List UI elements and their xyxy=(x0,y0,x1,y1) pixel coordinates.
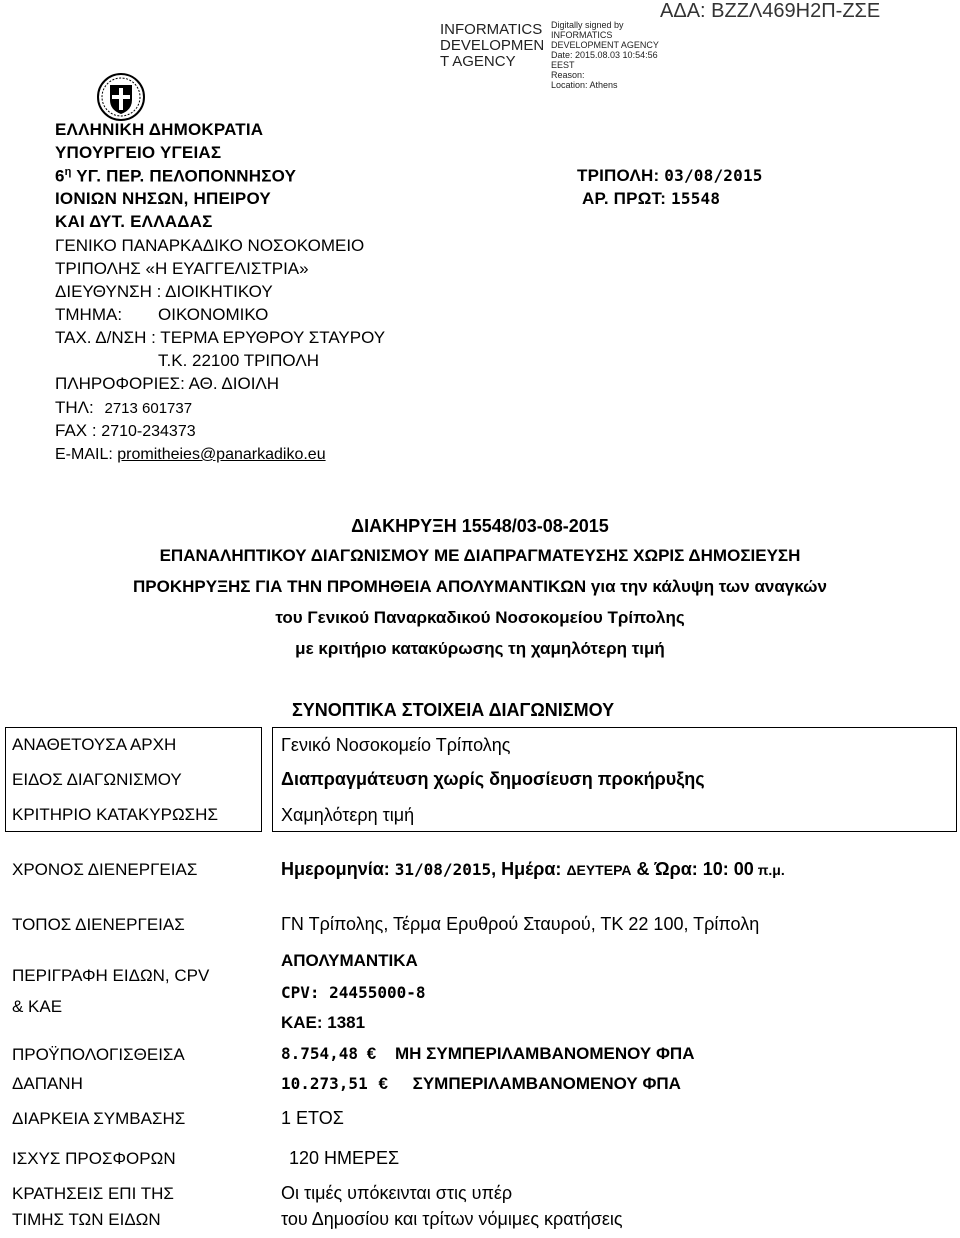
time-date-label: Ημερομηνία: xyxy=(281,859,395,879)
signature-detail: Digitally signed by xyxy=(551,20,624,30)
hospital-name-line2: ΤΡΙΠΟΛΗΣ «Η ΕΥΑΓΓΕΛΙΣΤΡΙΑ» xyxy=(55,259,309,278)
place-date xyxy=(577,166,763,186)
budget-net-text: ΜΗ ΣΥΜΠΕΡΙΛΑΜΒΑΝΟΜΕΝΟΥ ΦΠΑ xyxy=(395,1044,695,1063)
postal-code: Τ.Κ. 22100 ΤΡΙΠΟΛΗ xyxy=(158,351,319,370)
signature-detail: EEST xyxy=(551,60,575,70)
place-date-label: ΤΡΙΠΟΛΗ: xyxy=(577,166,665,185)
ministry-name: ΥΠΟΥΡΓΕΙΟ ΥΓΕΙΑΣ xyxy=(55,143,222,162)
contact-info: ΠΛΗΡΟΦΟΡΙΕΣ: ΑΘ. ΔΙΟΙΛΗ xyxy=(55,374,280,393)
signature-name-line: INFORMATICS xyxy=(440,21,543,38)
protocol-value: 15548 xyxy=(671,189,721,208)
description-label: ΠΕΡΙΓΡΑΦΗ ΕΙΔΩΝ, CPV xyxy=(12,966,210,985)
coat-of-arms-icon xyxy=(96,72,146,122)
email-label: E-MAIL: xyxy=(55,446,118,463)
budget-without-vat xyxy=(281,1044,694,1064)
type-label: ΕΙΔΟΣ ΔΙΑΓΩΝΙΣΜΟΥ xyxy=(12,770,182,789)
notice-subtitle-line5: με κριτήριο κατακύρωσης τη χαμηλότερη τιμή xyxy=(295,639,665,658)
signature-name xyxy=(440,22,544,70)
health-region-line2: ΙΟΝΙΩΝ ΝΗΣΩΝ, ΗΠΕΙΡΟΥ xyxy=(55,189,271,208)
withholding-label-line2: ΤΙΜΗΣ ΤΩΝ ΕΙΔΩΝ xyxy=(12,1210,161,1229)
email-link[interactable]: promitheies@panarkadiko.eu xyxy=(117,446,326,463)
summary-heading: ΣΥΝΟΠΤΙΚΑ ΣΤΟΙΧΕΙΑ ΔΙΑΓΩΝΙΣΜΟΥ xyxy=(292,700,615,720)
hospital-name: ΓΕΝΙΚΟ ΠΑΝΑΡΚΑΔΙΚΟ ΝΟΣΟΚΟΜΕΙΟ xyxy=(55,236,365,255)
time-label: ΧΡΟΝΟΣ ΔΙΕΝΕΡΓΕΙΑΣ xyxy=(12,860,198,879)
signature-detail: Date: 2015.08.03 10:54:56 xyxy=(551,50,658,60)
department-value: ΟΙΚΟΝΟΜΙΚΟ xyxy=(158,305,269,324)
protocol-number xyxy=(582,189,720,209)
cpv-code: CPV: 24455000-8 xyxy=(281,983,426,1002)
postal-address: ΤΑΧ. Δ/ΝΣΗ : ΤΕΡΜΑ ΕΡΥΘΡΟΥ ΣΤΑΥΡΟΥ xyxy=(55,328,386,347)
duration-value: 1 ΕΤΟΣ xyxy=(281,1108,344,1128)
authority-value: Γενικό Νοσοκομείο Τρίπολης xyxy=(281,735,511,755)
phone-number: 2713 601737 xyxy=(104,400,193,417)
validity-value: 120 ΗΜΕΡΕΣ xyxy=(289,1148,400,1168)
notice-subtitle: ΕΠΑΝΑΛΗΠΤΙΚΟΥ ΔΙΑΓΩΝΙΣΜΟΥ ΜΕ ΔΙΑΠΡΑΓΜΑΤΕΥΣΗΣ ΧΩΡΙΣ ΔΗΜΟΣΙΕΥΣΗ xyxy=(159,546,801,565)
region-name: ΥΓ. ΠΕΡ. ΠΕΛΟΠΟΝΝΗΣΟΥ xyxy=(76,166,297,186)
time-value xyxy=(281,859,785,880)
budget-gross-text: ΣΥΜΠΕΡΙΛΑΜΒΑΝΟΜΕΝΟΥ ΦΠΑ xyxy=(412,1074,681,1093)
budget-label: ΠΡΟΫΠΟΛΟΓΙΣΘΕΙΣΑ xyxy=(12,1045,185,1064)
department-label: ΤΜΗΜΑ: xyxy=(55,305,123,324)
signature-detail: Reason: xyxy=(551,70,585,80)
place-date-value: 03/08/2015 xyxy=(664,166,763,185)
notice-subtitle-line3: ΠΡΟΚΗΡΥΞΗΣ ΓΙΑ ΤΗΝ ΠΡΟΜΗΘΕΙΑ ΑΠΟΛΥΜΑΝΤΙΚΩΝ για την κάλυψη των αναγκών xyxy=(133,577,827,596)
budget-with-vat xyxy=(281,1074,681,1094)
phone-line xyxy=(55,398,192,418)
place-value: ΓΝ Τρίπολης, Τέρμα Ερυθρού Σταυρού, ΤΚ 22 100, Τρίπολη xyxy=(281,914,760,934)
email-line xyxy=(55,444,326,464)
budget-amount-net: 8.754,48 xyxy=(281,1044,359,1063)
type-value: Διαπραγμάτευση χωρίς δημοσίευση προκήρυξης xyxy=(281,769,705,789)
euro-sign: € xyxy=(378,1074,388,1093)
signature-name-line: DEVELOPMEN xyxy=(440,37,545,54)
signature-name-line: T AGENCY xyxy=(440,53,516,70)
ada-code: ΑΔΑ: ΒΖΖΛ469Η2Π-ΖΣΕ xyxy=(660,0,881,22)
notice-subtitle-line4: του Γενικού Παναρκαδικού Νοσοκομείου Τρίπολης xyxy=(275,608,685,627)
time-pm: π.μ. xyxy=(753,862,785,878)
time-hour: & Ώρα: 10: 00 xyxy=(631,859,754,879)
health-region xyxy=(55,166,296,187)
time-day: ΔΕΥΤΕΡΑ xyxy=(566,862,632,878)
signature-detail: INFORMATICS xyxy=(551,30,613,40)
duration-label: ΔΙΑΡΚΕΙΑ ΣΥΜΒΑΣΗΣ xyxy=(12,1109,186,1128)
phone-label: ΤΗΛ: xyxy=(55,398,94,417)
criterion-value: Χαμηλότερη τιμή xyxy=(281,805,415,825)
region-sup: η xyxy=(64,166,72,178)
protocol-label: ΑΡ. ΠΡΩΤ: xyxy=(582,189,672,208)
budget-amount-gross: 10.273,51 xyxy=(281,1074,368,1093)
health-region-line3: ΚΑΙ ΔΥΤ. ΕΛΛΑΔΑΣ xyxy=(55,212,213,231)
withholding-label: ΚΡΑΤΗΣΕΙΣ ΕΠΙ ΤΗΣ xyxy=(12,1184,174,1203)
budget-label-line2: ΔΑΠΑΝΗ xyxy=(12,1074,83,1093)
directorate: ΔΙΕΥΘΥΝΣΗ : ΔΙΟΙΚΗΤΙΚΟΥ xyxy=(55,282,273,301)
time-date: 31/08/2015 xyxy=(394,860,492,879)
authority-label: ΑΝΑΘΕΤΟΥΣΑ ΑΡΧΗ xyxy=(12,735,177,754)
kae-code: ΚΑΕ: 1381 xyxy=(281,1013,366,1032)
time-day-label: , Ημέρα: xyxy=(491,859,567,879)
fax-line xyxy=(55,421,196,441)
signature-detail: DEVELOPMENT AGENCY xyxy=(551,40,659,50)
description-label-line2: & ΚΑΕ xyxy=(12,997,63,1016)
euro-sign: € xyxy=(366,1044,377,1063)
notice-title: ΔΙΑΚΗΡΥΞΗ 15548/03-08-2015 xyxy=(351,516,609,536)
fax-number: 2710-234373 xyxy=(101,423,196,440)
description-item: ΑΠΟΛΥΜΑΝΤΙΚΑ xyxy=(281,951,418,970)
region-number: 6 xyxy=(55,166,65,186)
withholding-value-line2: του Δημοσίου και τρίτων νόμιμες κρατήσεις xyxy=(281,1209,623,1229)
signature-detail: Location: Athens xyxy=(551,80,618,90)
place-label: ΤΟΠΟΣ ΔΙΕΝΕΡΓΕΙΑΣ xyxy=(12,915,185,934)
validity-label: ΙΣΧΥΣ ΠΡΟΣΦΟΡΩΝ xyxy=(12,1149,176,1168)
withholding-value: Οι τιμές υπόκεινται στις υπέρ xyxy=(281,1183,513,1203)
fax-label: FAX : xyxy=(55,421,102,440)
criterion-label: ΚΡΙΤΗΡΙΟ ΚΑΤΑΚΥΡΩΣΗΣ xyxy=(12,805,218,824)
signature-details xyxy=(551,20,659,90)
country-name: ΕΛΛΗΝΙΚΗ ΔΗΜΟΚΡΑΤΙΑ xyxy=(55,120,264,139)
